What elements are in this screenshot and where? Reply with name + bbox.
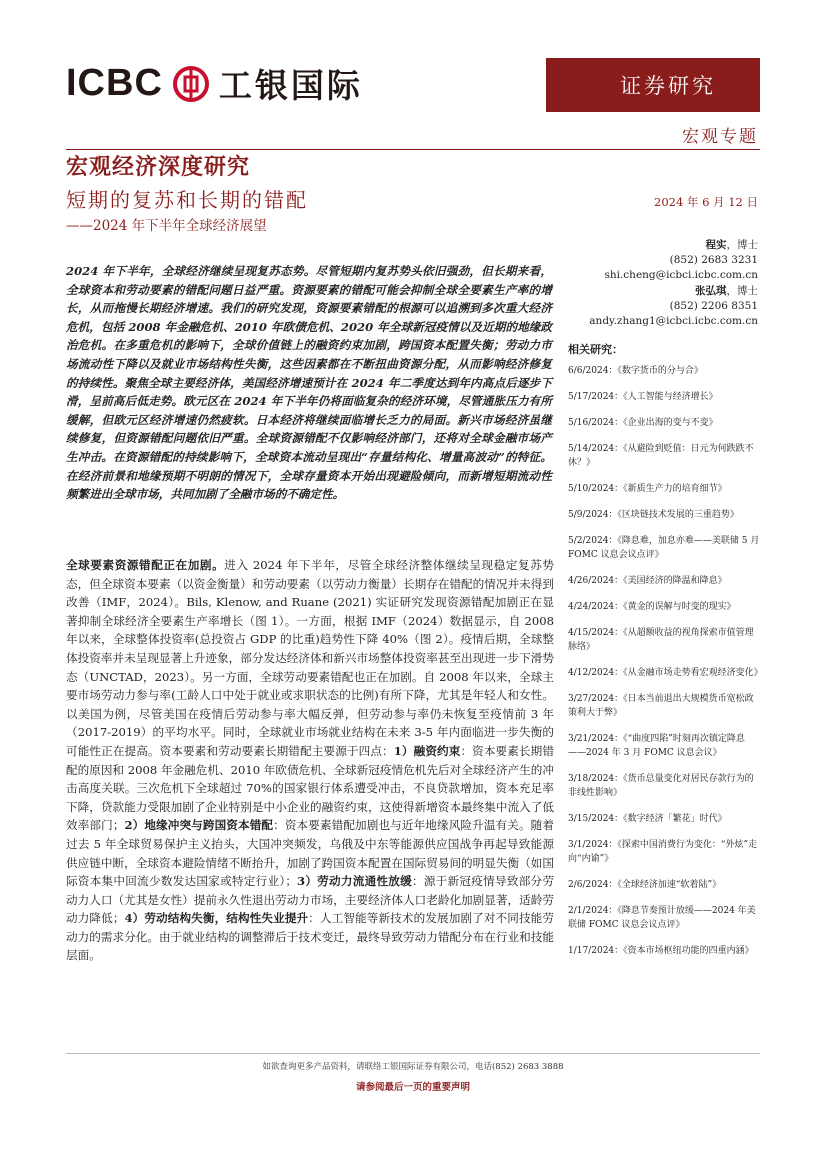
analyst-email[interactable]: shi.cheng@icbci.icbc.com.cn xyxy=(604,269,758,281)
body-keyword-3: 3）劳动力流通性放缓 xyxy=(297,874,413,889)
logo-cn-text: 工银国际 xyxy=(218,66,363,105)
section-banner xyxy=(546,58,760,112)
company-logo xyxy=(66,60,363,107)
footer-contact: 如欲查询更多产品资料，请联络工银国际证券有限公司，电话(852) 2683 3888 xyxy=(262,1062,564,1072)
body-text-2: ：资本要素长期错配的原因和 2008 年金融危机、2010 年欧债危机、全球新冠疫情危机先后对全球经济产生的冲击高度关联。三次危机下全球超过 70%的国家银行体系遭受冲击，不良贷款增加，资本充足率下降，贷款能力受限加剧了企业特别是中小企业的融资约束，这使得新增资本最终集中流入了低效率部门； xyxy=(66,743,554,833)
analyst-phone: (852) 2683 3231 xyxy=(669,254,758,266)
analyst-name: 程实 xyxy=(705,239,727,251)
analyst-degree: ，博士 xyxy=(726,239,758,251)
analyst-block xyxy=(604,238,758,283)
analyst-block xyxy=(589,284,758,329)
analyst-name: 张弘琪 xyxy=(695,285,727,297)
related-research-item[interactable]: 3/21/2024：《“曲度四陷”时刻再次镇定降息——2024 年 3 月 FOMC 议息会议》 xyxy=(568,734,745,758)
body-lead: 全球要素资源错配正在加剧。 xyxy=(66,558,225,572)
body-keyword-1: 1）融资约束 xyxy=(393,743,461,758)
report-date: 2024 年 6 月 12 日 xyxy=(654,195,758,209)
page-subsubtitle: ——2024 年下半年全球经济展望 xyxy=(66,218,267,234)
related-research-title: 相关研究： xyxy=(568,343,623,356)
related-research-item[interactable]: 2/6/2024：《全球经济加速“软着陆”》 xyxy=(568,880,722,890)
report-category: 宏观专题 xyxy=(682,127,758,147)
body-text-1: 进入 2024 年下半年，尽管全球经济整体继续呈现稳定复苏势态，但全球资本要素（以资金衡量）和劳动要素（以劳动力衡量）长期存在错配的情况并未得到改善（IMF，2024）。Bils, Klenow, and Ruane (2021) 实证研究发现资源错配加剧正在显著抑制全球经济全要素生产率增长（图 1）。一方面，根据 IMF（2024）数据显示，自 2008 年以来，全球整体投资率(总投资占 GDP 的比重)趋势性下降 40%（图 2）。疫情后期，全球整体投资率并未呈现显著上升迹象，部分发达经济体和新兴市场整体投资率甚至出现进一步下滑势态（UNCTAD，2023）。另一方面，全球劳动要素错配也正在加剧。自 2008 年以来，全球主要市场劳动力参与率(工龄人口中处于就业或求职状态的比例)有所下降，尤其是年轻人和女性。以美国为例，尽管美国在疫情后劳动参与率大幅反弹，但劳动参与率仍未恢复至疫情前 3 年（2017-2019）的平均水平。同时，全球就业市场就业结构在未来 3-5 年内面临进一步失衡的可能性正在提高。资本要素和劳动要素长期错配主要源于四点： xyxy=(66,558,554,758)
related-research xyxy=(568,341,763,970)
page-subtitle: 短期的复苏和长期的错配 xyxy=(66,188,308,212)
body-keyword-4: 4）劳动结构失衡，结构性失业提升 xyxy=(124,911,309,926)
executive-summary: 2024 年下半年，全球经济继续呈现复苏态势。尽管短期内复苏势头依旧强劲，但长期来看，全球资本和劳动要素的错配问题日益严重。资源要素的错配可能会抑制全球全要素生产率的增长，从而拖慢长期经济增速。我们的研究发现，资源要素错配的根源可以追溯到多次重大经济危机，包括 2008 年金融危机、2010 年欧债危机、2020 年全球新冠疫情以及近期的地缘政治危机。在多重危机的影响下，全球价值链上的融资约束加剧，跨国资本配置失衡；劳动力市场流动性下降以及就业市场结构性失衡，这些因素都在不断扭曲资源分配，从而影响经济修复的持续性。聚焦全球主要经济体，美国经济增速预计在 2024 年二季度达到年内高点后逐步下滑，呈前高后低走势。欧元区在 2024 年下半年仍将面临复杂的经济环境，尽管通胀压力有所缓解，但欧元区经济增速仍然疲软。日本经济将继续面临增长乏力的局面。新兴市场经济虽继续修复，但资源错配问题依旧严重。全球资源错配不仅影响经济部门，还将对全球金融市场产生冲击。在资源错配的持续影响下，全球资本流动呈现出“存量结构化、增量高波动”的特征。在经济前景和地缘预期不明朗的情况下，全球存量资本开始出现避险倾向，而新增短期流动性频繁进出全球市场，共同加剧了全融市场的不确定性。 xyxy=(66,264,552,502)
analyst-email[interactable]: andy.zhang1@icbci.icbc.com.cn xyxy=(589,315,758,327)
body-keyword-2: 2）地缘冲突与跨国资本错配 xyxy=(124,818,274,833)
footer-disclaimer-note: 请参阅最后一页的重要声明 xyxy=(355,1082,470,1093)
body-text-3: ：资本要素错配加剧也与近年地缘风险升温有关。随着过去 5 年全球贸易保护主义抬头，大国冲突频发，乌俄及中东等能源供应国战争再起导致能源供应链中断，全球资本避险情绪不断抬升，加剧了跨国资本配置在国际贸易间的明显失衡（如国际资本集中回流少数发达国家或特定行业）； xyxy=(66,818,554,889)
body-text-5: ：人工智能等新技术的发展加剧了对不同技能劳动力的需求分化。由于就业结构的调整滞后于技术变迁，最终导致劳动力错配分布在行业和技能层面。 xyxy=(66,911,554,963)
related-research-item[interactable]: 6/6/2024：《数字货币的分与合》 xyxy=(568,366,703,376)
body-paragraph xyxy=(66,556,554,965)
body-text-4: ：源于新冠疫情导致部分劳动力人口（尤其是女性）提前永久性退出劳动力市场，主要经济体人口老龄化加剧显著，适龄劳动力降低； xyxy=(66,874,554,926)
related-research-item[interactable]: 3/27/2024：《日本当前退出大规模货币宽松政策利大于弊》 xyxy=(568,694,754,718)
related-research-item[interactable]: 1/17/2024：《资本市场枢纽功能的四重内涵》 xyxy=(568,946,754,956)
logo-icbc-text: ICBC xyxy=(66,62,163,104)
related-research-item[interactable]: 3/18/2024：《货币总量变化对居民存款行为的非线性影响》 xyxy=(568,774,754,798)
related-research-item[interactable]: 5/16/2024：《企业出海的变与不变》 xyxy=(568,418,718,428)
analyst-degree: ，博士 xyxy=(726,285,758,297)
related-research-item[interactable]: 5/2/2024：《降息难，加息亦难——美联储 5 月 FOMC 议息会议点评》 xyxy=(568,536,760,560)
banner-label: 证券研究 xyxy=(620,74,716,98)
footer-divider xyxy=(66,1053,760,1054)
related-research-item[interactable]: 2/1/2024：《降息节奏预计放缓——2024 年美联储 FOMC 议息会议点评》 xyxy=(568,906,756,930)
related-research-item[interactable]: 4/24/2024：《黄金的误解与时变的现实》 xyxy=(568,602,736,612)
analyst-phone: (852) 2206 8351 xyxy=(669,300,758,312)
page-title: 宏观经济深度研究 xyxy=(66,154,251,180)
related-research-item[interactable]: 4/12/2024：《从金融市场走势看宏观经济变化》 xyxy=(568,668,763,678)
related-research-item[interactable]: 5/14/2024：《从避险到贬值：日元为何跌跌不休？》 xyxy=(568,444,754,468)
related-research-item[interactable]: 5/10/2024：《新质生产力的培育细节》 xyxy=(568,484,727,494)
related-research-item[interactable]: 4/26/2024：《美国经济的降温和降息》 xyxy=(568,576,727,586)
related-research-item[interactable]: 5/17/2024：《人工智能与经济增长》 xyxy=(568,392,718,402)
icbc-emblem-icon xyxy=(173,66,209,102)
related-research-item[interactable]: 3/1/2024：《探索中国消费行为变化：“外炫”走向“内谕”》 xyxy=(568,840,758,864)
related-research-item[interactable]: 5/9/2024：《区块链技术发展的三重趋势》 xyxy=(568,510,739,520)
related-research-item[interactable]: 3/15/2024：《数字经济「繁花」时代》 xyxy=(568,814,727,824)
related-research-item[interactable]: 4/15/2024：《从超额收益的视角探索市值管理脉络》 xyxy=(568,628,754,652)
